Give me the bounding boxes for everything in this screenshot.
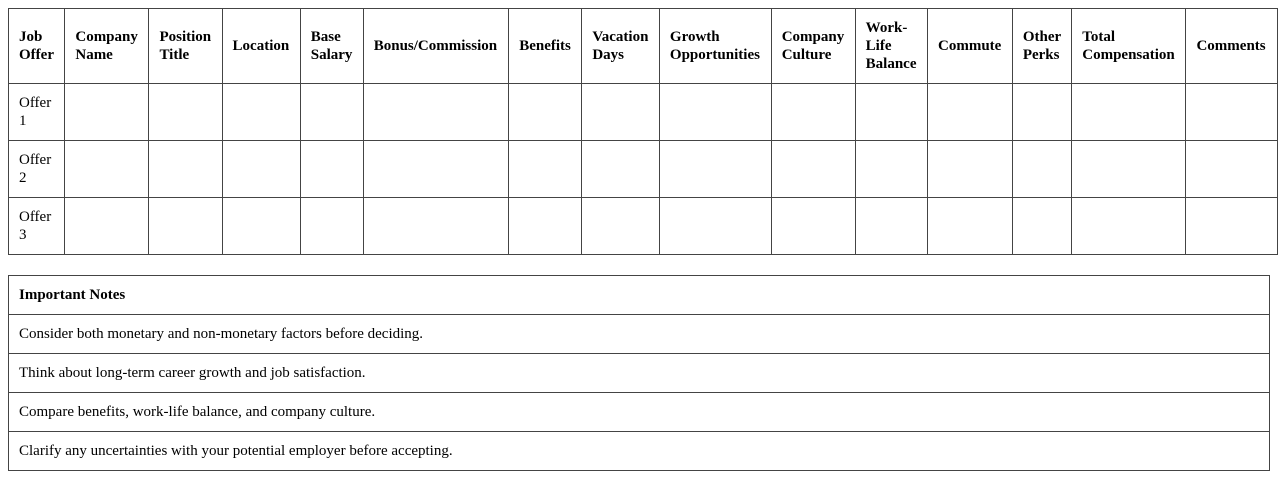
empty-cell	[149, 141, 222, 198]
offer-label: Offer 1	[9, 84, 65, 141]
header-growth-opportunities: Growth Opportunities	[659, 9, 771, 84]
header-commute: Commute	[928, 9, 1013, 84]
header-base-salary: Base Salary	[300, 9, 363, 84]
header-location: Location	[222, 9, 300, 84]
header-total-compensation: Total Compensation	[1072, 9, 1186, 84]
note-row	[9, 315, 1270, 354]
empty-cell	[300, 141, 363, 198]
empty-cell	[1012, 84, 1071, 141]
notes-title: Important Notes	[9, 276, 1270, 315]
empty-cell	[65, 198, 149, 255]
empty-cell	[363, 141, 508, 198]
empty-cell	[222, 84, 300, 141]
empty-cell	[509, 141, 582, 198]
empty-cell	[855, 198, 927, 255]
empty-cell	[659, 141, 771, 198]
header-company-culture: Company Culture	[771, 9, 855, 84]
empty-cell	[1072, 84, 1186, 141]
empty-cell	[149, 84, 222, 141]
empty-cell	[149, 198, 222, 255]
empty-cell	[1186, 141, 1278, 198]
empty-cell	[300, 84, 363, 141]
empty-cell	[1072, 198, 1186, 255]
empty-cell	[363, 198, 508, 255]
empty-cell	[300, 198, 363, 255]
empty-cell	[1186, 198, 1278, 255]
note-item: Think about long-term career growth and job satisfaction.	[9, 354, 1270, 393]
empty-cell	[771, 84, 855, 141]
empty-cell	[582, 84, 660, 141]
important-notes-table	[8, 275, 1270, 471]
empty-cell	[855, 84, 927, 141]
empty-cell	[65, 141, 149, 198]
header-position-title: Position Title	[149, 9, 222, 84]
empty-cell	[928, 198, 1013, 255]
empty-cell	[222, 198, 300, 255]
header-bonus-commission: Bonus/Commission	[363, 9, 508, 84]
header-company-name: Company Name	[65, 9, 149, 84]
empty-cell	[771, 198, 855, 255]
notes-header-row	[9, 276, 1270, 315]
empty-cell	[65, 84, 149, 141]
header-job-offer: Job Offer	[9, 9, 65, 84]
table-row	[9, 198, 1278, 255]
header-benefits: Benefits	[509, 9, 582, 84]
empty-cell	[659, 198, 771, 255]
note-item: Compare benefits, work-life balance, and company culture.	[9, 393, 1270, 432]
note-row	[9, 432, 1270, 471]
header-other-perks: Other Perks	[1012, 9, 1071, 84]
header-work-life-balance: Work-Life Balance	[855, 9, 927, 84]
empty-cell	[855, 141, 927, 198]
empty-cell	[509, 84, 582, 141]
empty-cell	[363, 84, 508, 141]
note-row	[9, 393, 1270, 432]
empty-cell	[928, 141, 1013, 198]
note-row	[9, 354, 1270, 393]
empty-cell	[771, 141, 855, 198]
note-item: Consider both monetary and non-monetary factors before deciding.	[9, 315, 1270, 354]
empty-cell	[222, 141, 300, 198]
note-item: Clarify any uncertainties with your potential employer before accepting.	[9, 432, 1270, 471]
header-comments: Comments	[1186, 9, 1278, 84]
empty-cell	[1186, 84, 1278, 141]
empty-cell	[928, 84, 1013, 141]
job-offer-comparison-table	[8, 8, 1278, 255]
empty-cell	[659, 84, 771, 141]
header-vacation-days: Vacation Days	[582, 9, 660, 84]
empty-cell	[582, 141, 660, 198]
offer-label: Offer 3	[9, 198, 65, 255]
table-row	[9, 84, 1278, 141]
empty-cell	[1012, 198, 1071, 255]
empty-cell	[509, 198, 582, 255]
offer-label: Offer 2	[9, 141, 65, 198]
table-row	[9, 141, 1278, 198]
empty-cell	[582, 198, 660, 255]
empty-cell	[1012, 141, 1071, 198]
empty-cell	[1072, 141, 1186, 198]
header-row	[9, 9, 1278, 84]
